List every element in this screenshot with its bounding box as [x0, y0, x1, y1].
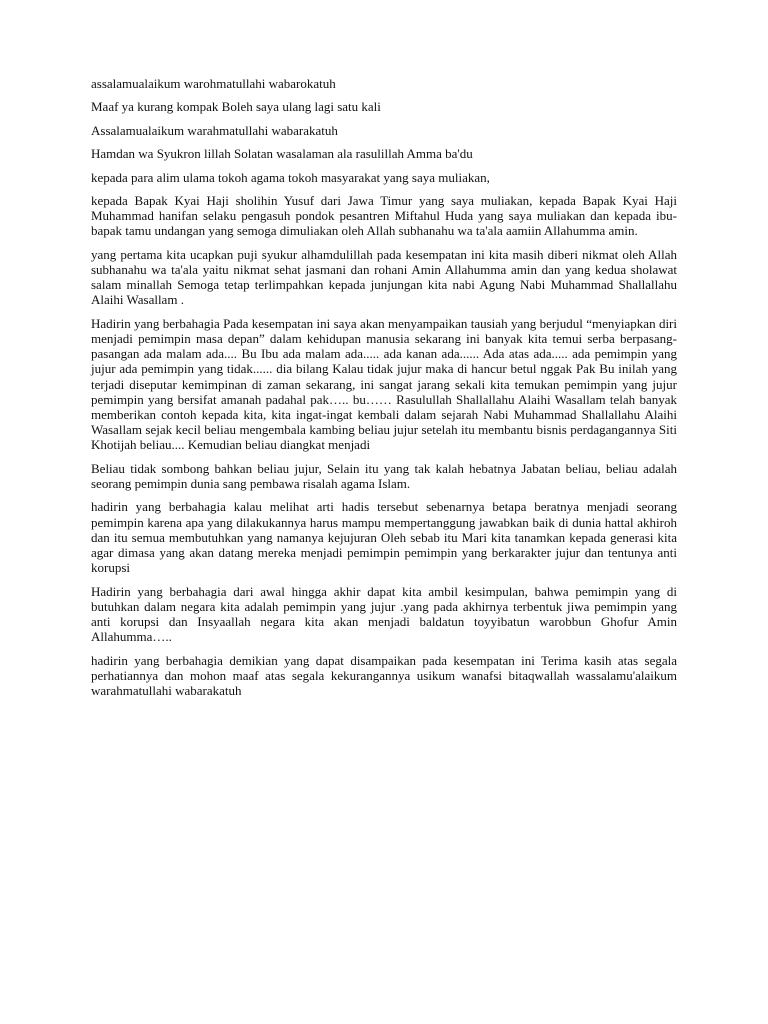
paragraph-address-scholars: kepada para alim ulama tokoh agama tokoh masyarakat yang saya muliakan, [91, 169, 490, 185]
paragraph-conclusion: Hadirin yang berbahagia dari awal hingga akhir dapat kita ambil kesimpulan, bahwa pemimpin yang di butuhkan dalam negara kita adalah pemimpin yang jujur .yang pada akhirnya terbentuk jiwa pemimpin yang anti korupsi dan Insyaallah negara kita akan menjadi baldatun toyyibatun warobbun Ghofur Amin Allahumma….. [91, 583, 677, 645]
paragraph-opening-greeting: assalamualaikum warohmatullahi wabarokatuh [91, 76, 336, 91]
paragraph-apology: Maaf ya kurang kompak Boleh saya ulang lagi satu kali [91, 99, 381, 115]
paragraph-prophet-leader: Beliau tidak sombong bahkan beliau jujur, Selain itu yang tak kalah hebatnya Jabatan beliau, beliau adalah seorang pemimpin dunia sang pembawa risalah agama Islam. [91, 460, 677, 491]
paragraph-closing: hadirin yang berbahagia demikian yang dapat disampaikan pada kesempatan ini Terima kasih atas segala perhatiannya dan mohon maaf atas segala kekurangannya usikum wanafsi bitaqwallah wassalamu'alaikum warahmatullahi wabarakatuh [91, 652, 677, 698]
paragraph-praise: Hamdan wa Syukron lillah Solatan wasalaman ala rasulillah Amma ba'du [91, 146, 473, 162]
paragraph-greeting-repeat: Assalamualaikum warahmatullahi wabarakatuh [91, 122, 338, 138]
paragraph-gratitude: yang pertama kita ucapkan puji syukur alhamdulillah pada kesempatan ini kita masih diberi nikmat oleh Allah subhanahu wa ta'ala yaitu nikmat sehat jasmani dan rohani Amin Allahumma amin dan yang kedua sholawat salam minallah Semoga tetap terlimpahkan kepada junjungan kita nabi Agung Nabi Muhammad Shallallahu Alaihi Wasallam . [91, 246, 677, 308]
paragraph-tausiah-intro: Hadirin yang berbahagia Pada kesempatan ini saya akan menyampaikan tausiah yang berjudul “menyiapkan diri menjadi pemimpin masa depan” dalam kehidupan manusia sekarang ini banyak kita temui serba berpasang-pasangan ada malam ada.... Bu Ibu ada malam ada..... ada kanan ada...... Ada atas ada..... ada pemimpin yang jujur ada pemimpin yang tidak...... dia bilang Kalau tidak jujur maka di hancur betul nggak Pak Bu inilah yang terjadi diseputar kemimpinan di zaman sekarang, ini sangat jarang sekali kita temukan pemimpin yang jujur pemimpin yang bersifat amanah padahal pak….. bu…… Rasulullah Shallallahu Alaihi Wasallam telah banyak memberikan contoh kepada kita, kita ingat-ingat kembali dalam sejarah Nabi Muhammad Shallallahu Alaihi Wasallam sejak kecil beliau mengembala kambing beliau jujur setelah itu membantu bisnis perdagangannya Siti Khotijah beliau.... Kemudian beliau diangkat menjadi [91, 315, 677, 453]
document-page [91, 76, 677, 706]
paragraph-hadith-meaning: hadirin yang berbahagia kalau melihat arti hadis tersebut sebenarnya betapa beratnya menjadi seorang pemimpin karena apa yang dilakukannya harus mampu mempertanggung jawabkan baik di dunia hattal akhiroh dan itu semua membutuhkan yang namanya kejujuran Oleh sebab itu Mari kita tanamkan kepada generasi kita agar dimasa yang akan datang mereka menjadi pemimpin pemimpin yang berkarakter jujur dan tentunya anti korupsi [91, 499, 677, 576]
paragraph-address-kyai: kepada Bapak Kyai Haji sholihin Yusuf dari Jawa Timur yang saya muliakan, kepada Bapak Kyai Haji Muhammad hanifan selaku pengasuh pondok pesantren Miftahul Huda yang saya muliakan dan kepada ibu-bapak tamu undangan yang semoga dimuliakan oleh Allah subhanahu wa ta'ala aamiin Allahumma amin. [91, 192, 677, 239]
